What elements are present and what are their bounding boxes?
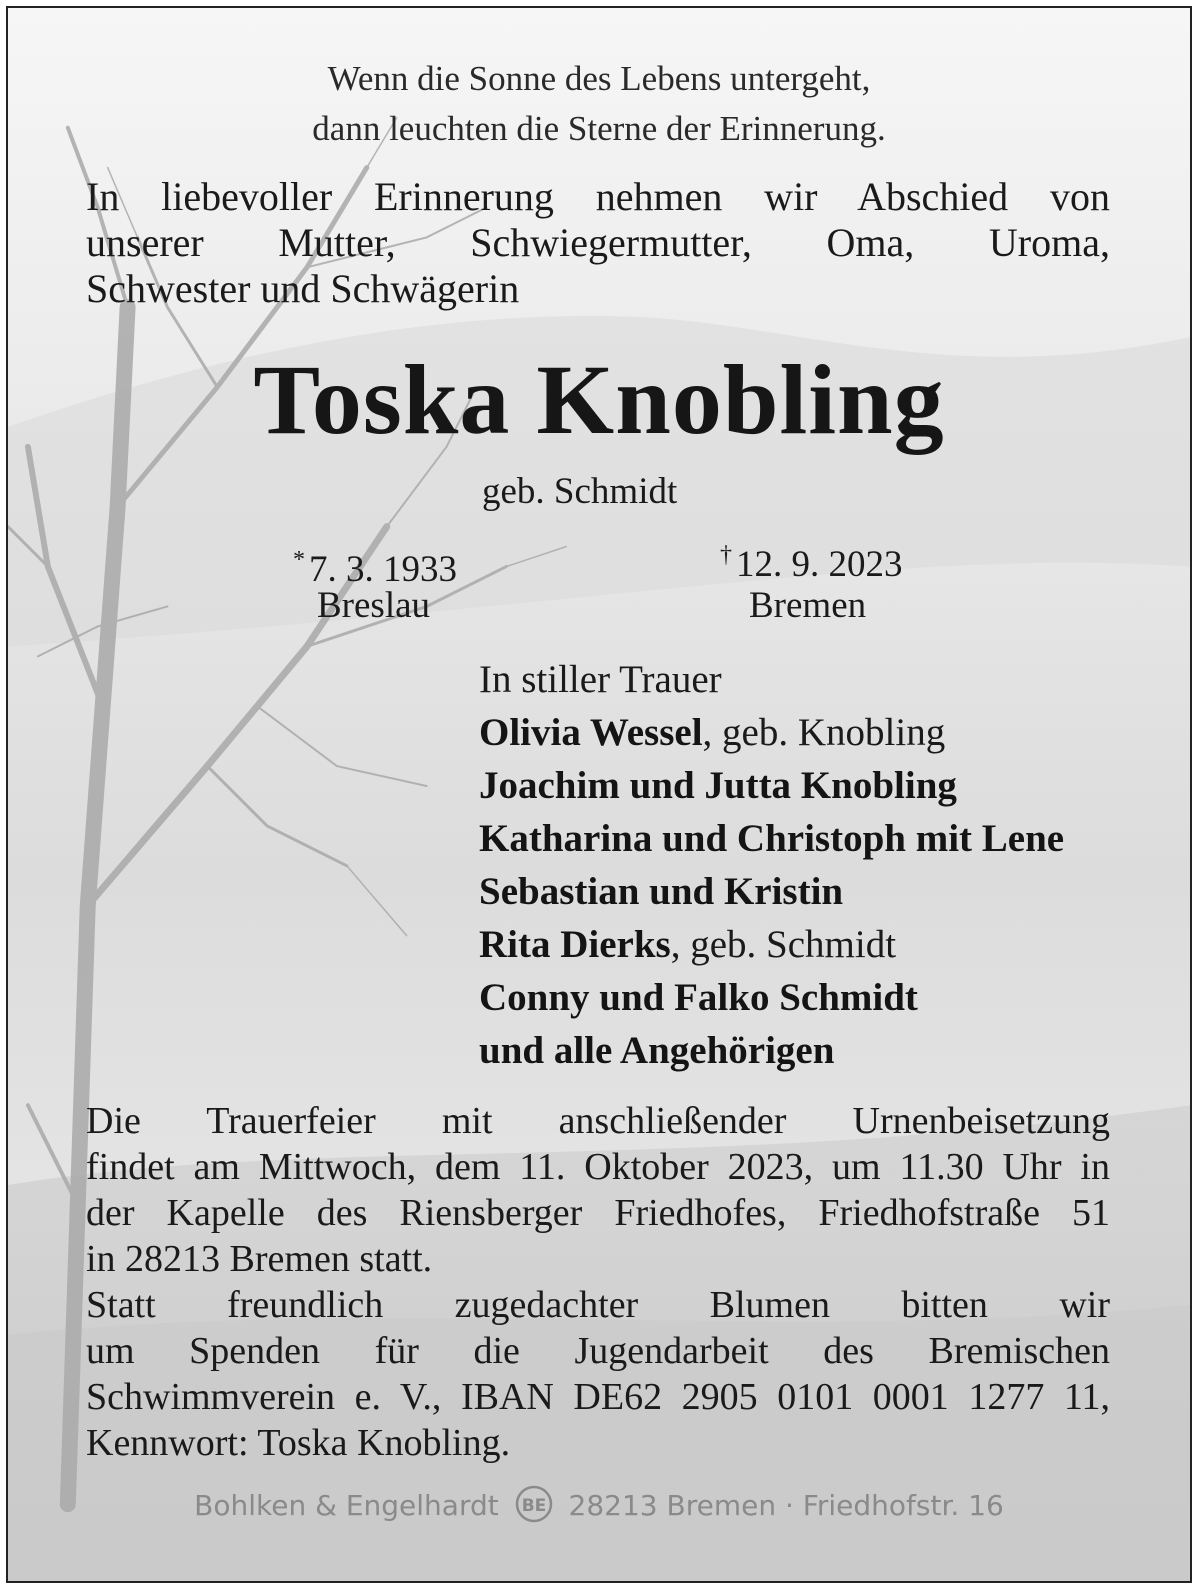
service-line: Die Trauerfeier mit anschließender Urnenbeisetzung xyxy=(86,1100,1110,1142)
motto-line: Wenn die Sonne des Lebens untergeht, xyxy=(327,59,871,98)
funeral-details xyxy=(86,1098,1110,1466)
logo-letters: BE xyxy=(521,1496,546,1516)
obituary-frame xyxy=(6,6,1192,1583)
mourner-entry xyxy=(479,971,1064,1024)
mourner-entry xyxy=(479,918,1064,971)
mourner-entry xyxy=(479,865,1064,918)
birth-place: Breslau xyxy=(317,585,431,626)
funeral-home-address: 28213 Bremen · Friedhofstr. 16 xyxy=(568,1489,1004,1522)
mourners-list xyxy=(479,653,1064,1077)
death-date xyxy=(720,533,903,587)
funeral-home-name: Bohlken & Engelhardt xyxy=(194,1489,499,1522)
mourner-name: Conny und Falko Schmidt xyxy=(479,976,918,1019)
intro-line: unserer Mutter, Schwiegermutter, Oma, Uroma, xyxy=(86,220,1110,265)
service-line: in 28213 Bremen statt. xyxy=(86,1238,433,1280)
motto-quote xyxy=(8,54,1190,154)
mourner-entry xyxy=(479,812,1064,865)
death-date-value: 12. 9. 2023 xyxy=(736,544,903,585)
mourner-entry xyxy=(479,1024,1064,1077)
mourner-entry xyxy=(479,706,1064,759)
mourners-heading: In stiller Trauer xyxy=(479,658,722,701)
mourner-name: Olivia Wessel xyxy=(479,711,703,754)
deceased-name: Toska Knobling xyxy=(253,344,945,455)
donation-line: Kennwort: Toska Knobling. xyxy=(86,1422,511,1464)
intro-line: In liebevoller Erinnerung nehmen wir Abschied von xyxy=(86,174,1110,219)
intro-text xyxy=(86,174,1110,312)
mourner-name: Rita Dierks xyxy=(479,923,671,966)
mourner-name: Katharina und Christoph mit Lene xyxy=(479,817,1065,860)
birth-symbol: * xyxy=(293,547,305,573)
intro-line: Schwester und Schwägerin xyxy=(86,266,520,311)
maiden-name: geb. Schmidt xyxy=(482,471,678,512)
mourner-entry xyxy=(479,759,1064,812)
donation-line: Statt freundlich zugedachter Blumen bitten wir xyxy=(86,1284,1110,1326)
death-place: Bremen xyxy=(749,585,867,626)
service-line: der Kapelle des Riensberger Friedhofes, Friedhofstraße 51 xyxy=(86,1192,1110,1234)
service-line: findet am Mittwoch, dem 11. Oktober 2023, um 11.30 Uhr in xyxy=(86,1146,1110,1188)
mourner-name: Sebastian und Kristin xyxy=(479,870,844,913)
funeral-home-logo-icon xyxy=(514,1484,554,1524)
mourner-name: und alle Angehörigen xyxy=(479,1029,835,1072)
donation-line: um Spenden für die Jugendarbeit des Bremischen xyxy=(86,1330,1110,1372)
donation-line: Schwimmverein e. V., IBAN DE62 2905 0101 0001 1277 11, xyxy=(86,1376,1110,1418)
mourner-suffix: , geb. Knobling xyxy=(702,711,946,754)
motto-line: dann leuchten die Sterne der Erinnerung. xyxy=(312,109,886,148)
death-symbol: † xyxy=(720,542,732,568)
funeral-home-footer xyxy=(8,1486,1190,1527)
mourner-suffix: , geb. Schmidt xyxy=(670,923,897,966)
mourner-name: Joachim und Jutta Knobling xyxy=(479,764,957,807)
birth-date-value: 7. 3. 1933 xyxy=(309,549,457,590)
